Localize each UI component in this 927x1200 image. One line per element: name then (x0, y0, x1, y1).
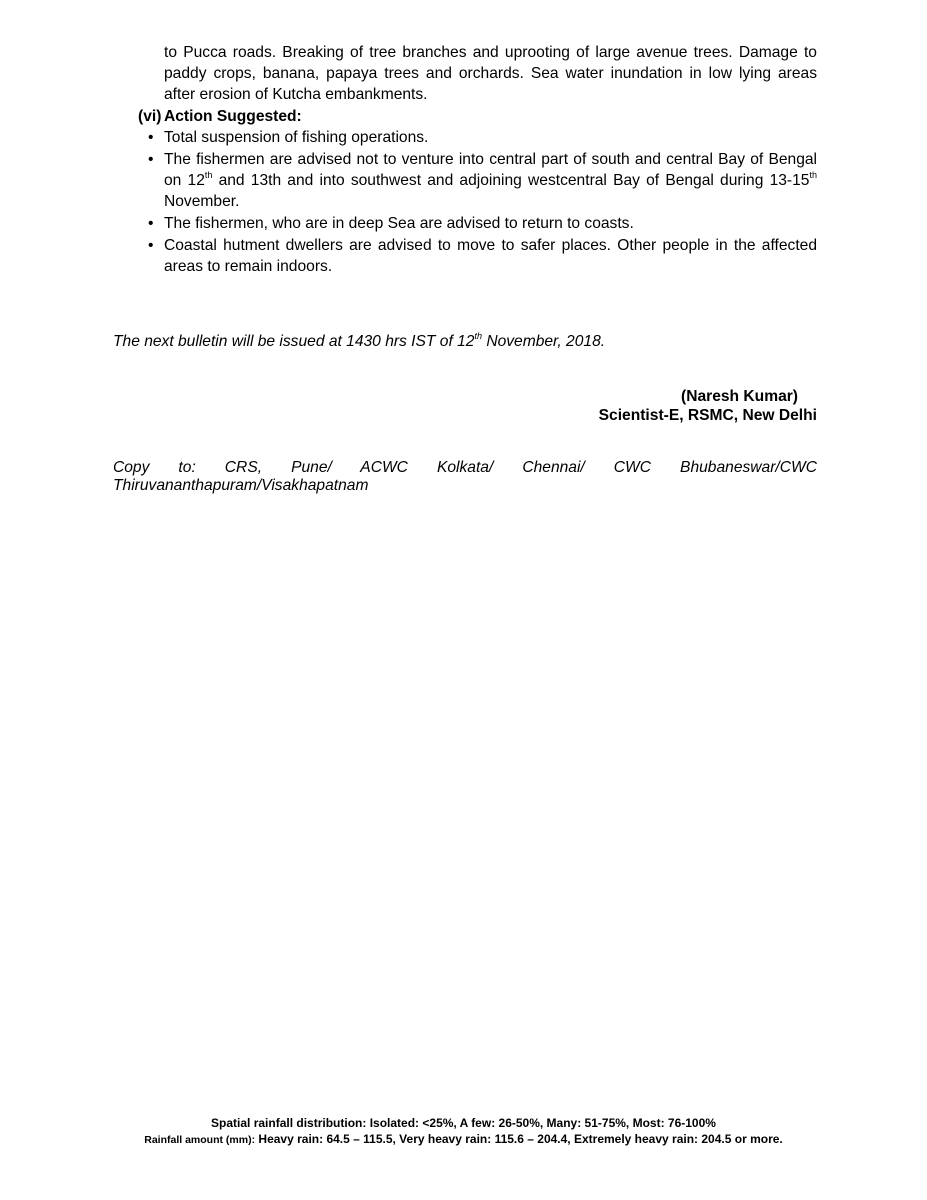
list-item-text: The fishermen are advised not to venture into central part of south and central Bay of Bengal on 12 (164, 151, 817, 189)
list-item (148, 213, 817, 234)
signatory-designation: Scientist-E, RSMC, New Delhi (598, 407, 817, 424)
list-item-text: and 13th and into southwest and adjoining westcentral Bay of Bengal during 13-15 (212, 172, 810, 189)
footer-line (0, 1131, 927, 1148)
list-item-text: Coastal hutment dwellers are advised to move to safer places. Other people in the affected areas to remain indoors. (164, 237, 817, 275)
list-item-text: November. (164, 193, 240, 210)
damage-paragraph: to Pucca roads. Breaking of tree branches and uprooting of large avenue trees. Damage to paddy crops, banana, papaya trees and orchards. Sea water inundation in low lying areas after erosion of Kutcha embankments. (164, 44, 817, 103)
footer-label: Rainfall amount (mm): (144, 1134, 256, 1146)
superscript: th (809, 169, 817, 180)
bullet-icon: • (148, 237, 154, 254)
signature-block (599, 387, 817, 425)
section-heading (138, 106, 302, 127)
copy-to-line: Copy to: CRS, Pune/ ACWC Kolkata/ Chennai/ CWC Bhubaneswar/CWC (113, 459, 817, 476)
signatory-name: (Naresh Kumar) (681, 388, 798, 405)
list-item-text: The fishermen, who are in deep Sea are advised to return to coasts. (164, 215, 634, 232)
bullet-icon: • (148, 129, 154, 146)
footer-text: Heavy rain: 64.5 – 115.5, Very heavy rain: 115.6 – 204.4, Extremely heavy rain: 204.5 or more. (255, 1132, 783, 1146)
next-bulletin-note (113, 331, 605, 352)
action-list (148, 127, 817, 278)
list-item (148, 127, 817, 148)
copy-to-line: Thiruvananthapuram/Visakhapatnam (113, 477, 369, 494)
bullet-icon: • (148, 151, 154, 168)
bullet-icon: • (148, 215, 154, 232)
list-item (148, 235, 817, 277)
next-bulletin-text: November, 2018. (481, 333, 606, 350)
footer-line: Spatial rainfall distribution: Isolated: <25%, A few: 26-50%, Many: 51-75%, Most: 76-100% (211, 1116, 716, 1130)
list-item (148, 149, 817, 212)
section-number: (vi) (138, 108, 162, 125)
superscript: th (474, 330, 482, 341)
section-title: Action Suggested: (164, 108, 302, 125)
copy-to (113, 459, 817, 495)
next-bulletin-text: The next bulletin will be issued at 1430 hrs IST of 12 (113, 333, 475, 350)
footer-note (0, 1115, 927, 1148)
list-item-text: Total suspension of fishing operations. (164, 129, 429, 146)
superscript: th (204, 169, 213, 180)
